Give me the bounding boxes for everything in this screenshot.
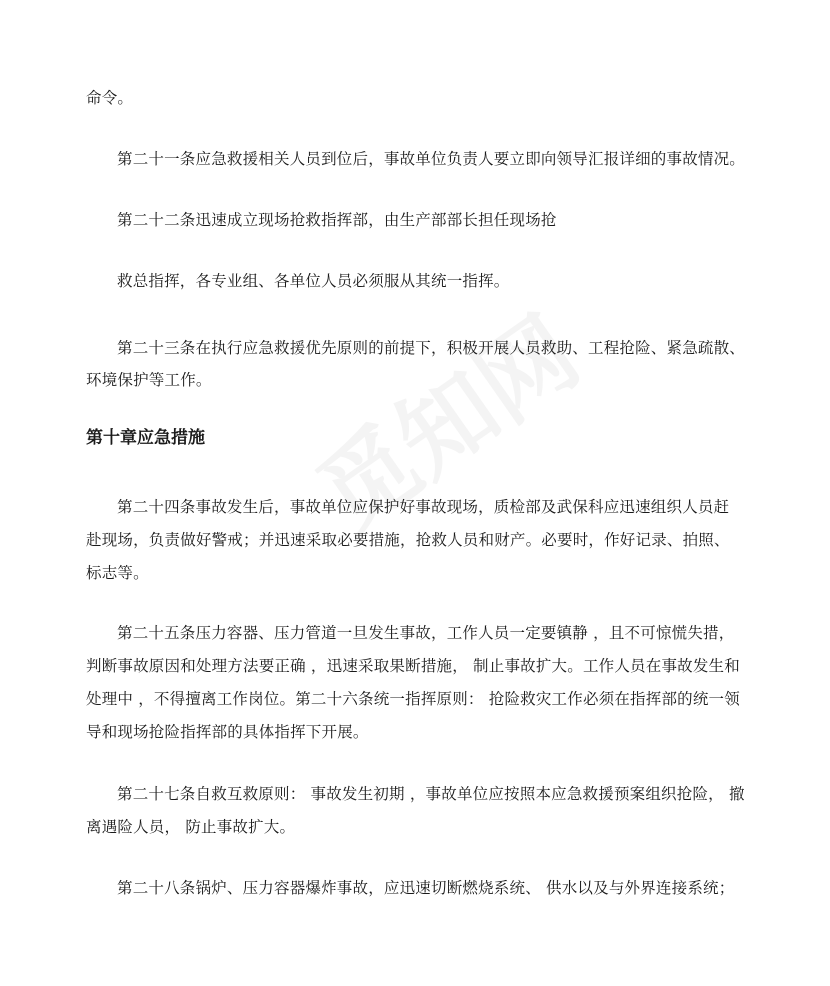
article-26: 处理中 ，不得擅离工作岗位。第二十六条统一指挥原则： 抢险救灾工作必须在指挥部的统一领 [86,690,740,708]
article-21: 第二十一条应急救援相关人员到位后，事故单位负责人要立即向领导汇报详细的事故情况。 [117,150,746,168]
article-25: 第二十五条压力容器、压力管道一旦发生事故，工作人员一定要镇静 ，且不可惊慌失措， [117,624,735,642]
article-27: 第二十七条自救互救原则： 事故发生初期 ，事故单位应按照本应急救援预案组织抢险， 撤 [117,785,745,803]
article-24: 第二十四条事故发生后，事故单位应保护好事故现场，质检部及武保科应迅速组织人员赶 [117,498,730,516]
article-22: 第二十二条迅速成立现场抢救指挥部，由生产部部长担任现场抢 [117,211,557,229]
text-line: 救总指挥，各专业组、各单位人员必须服从其统一指挥。 [117,272,510,290]
text-line: 离遇险人员， 防止事故扩大。 [86,818,296,836]
text-line: 导和现场抢险指挥部的具体指挥下开展。 [86,723,369,741]
text-line: 命令。 [86,89,134,107]
text-line: 判断事故原因和处理方法要正确 ，迅速采取果断措施， 制止事故扩大。工作人员在事故发生和 [86,657,740,675]
chapter-heading: 第十章应急措施 [86,428,205,448]
article-28: 第二十八条锅炉、压力容器爆炸事故，应迅速切断燃烧系统、 供水以及与外界连接系统； [117,879,735,897]
text-line: 标志等。 [86,564,149,582]
article-23: 第二十三条在执行应急救援优先原则的前提下，积极开展人员救助、工程抢险、紧急疏散、 [117,339,746,357]
text-line: 环境保护等工作。 [86,371,212,389]
text-line: 赴现场，负责做好警戒；并迅速采取必要措施，抢救人员和财产。必要时，作好记录、拍照、 [86,531,730,549]
